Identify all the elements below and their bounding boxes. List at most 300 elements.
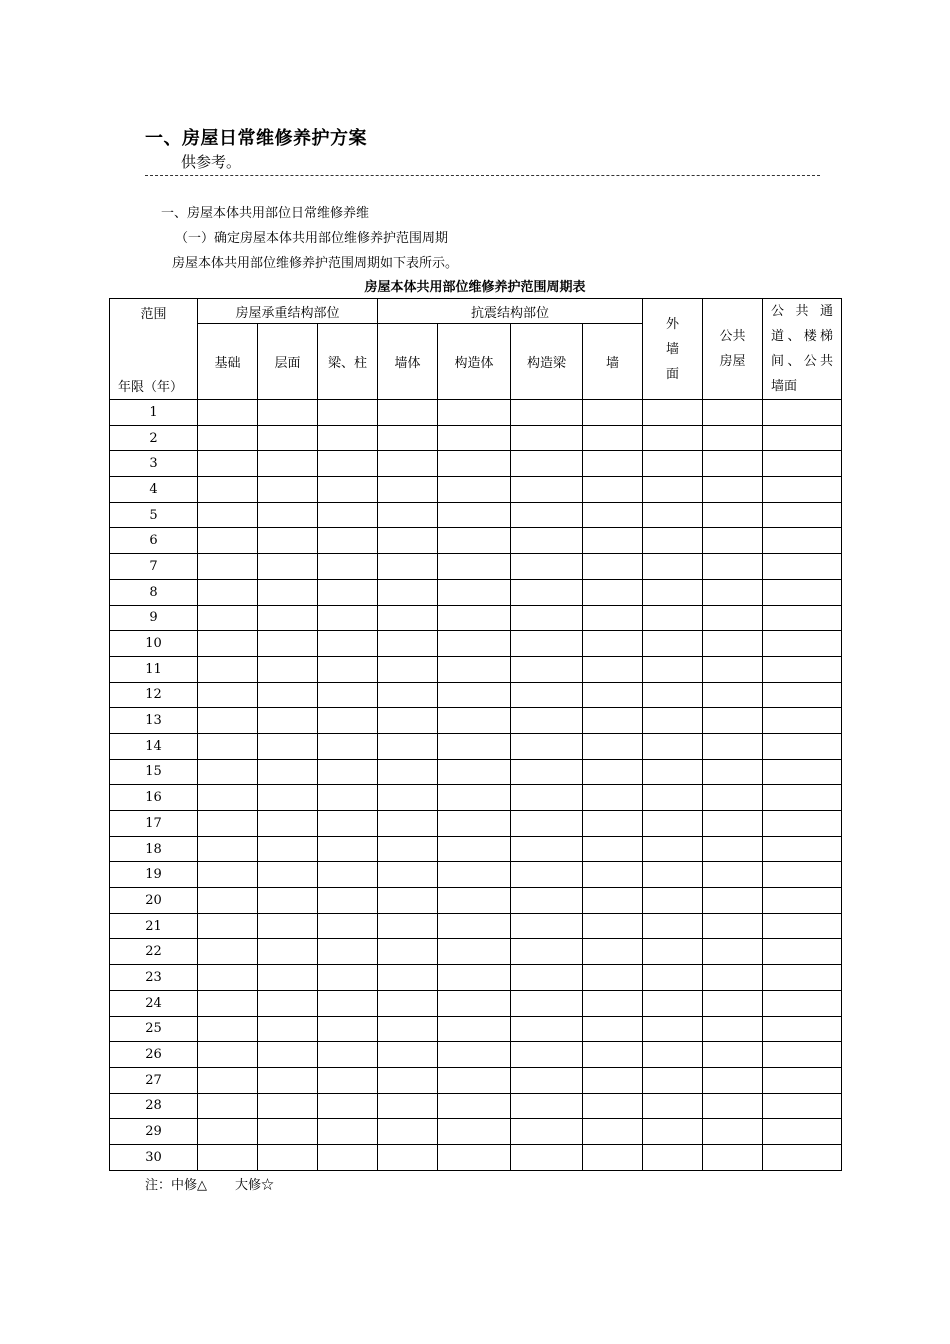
empty-cell [378, 425, 438, 451]
empty-cell [438, 733, 511, 759]
year-cell: 7 [110, 554, 198, 580]
empty-cell [511, 733, 583, 759]
empty-cell [763, 888, 842, 914]
table-row [110, 1016, 842, 1042]
empty-cell [438, 554, 511, 580]
empty-cell [198, 1067, 258, 1093]
table-row [110, 888, 842, 914]
empty-cell [763, 913, 842, 939]
empty-cell [703, 939, 763, 965]
empty-cell [198, 502, 258, 528]
empty-cell [643, 990, 703, 1016]
empty-cell [511, 785, 583, 811]
empty-cell [511, 888, 583, 914]
empty-cell [438, 631, 511, 657]
table-row [110, 862, 842, 888]
empty-cell [318, 990, 378, 1016]
empty-cell [258, 579, 318, 605]
empty-cell [258, 785, 318, 811]
table-row [110, 605, 842, 631]
empty-cell [318, 939, 378, 965]
empty-cell [198, 554, 258, 580]
empty-cell [318, 1119, 378, 1145]
empty-cell [703, 733, 763, 759]
empty-cell [643, 888, 703, 914]
table-row [110, 400, 842, 426]
subheading: 供参考。 [181, 153, 242, 171]
empty-cell [511, 400, 583, 426]
empty-cell [378, 605, 438, 631]
header-wall: 墙 [583, 324, 643, 400]
year-cell: 9 [110, 605, 198, 631]
empty-cell [703, 708, 763, 734]
table-row [110, 477, 842, 503]
header-exterior-wall: 外 墙 面 [643, 299, 703, 400]
empty-cell [583, 1093, 643, 1119]
empty-cell [703, 554, 763, 580]
empty-cell [511, 708, 583, 734]
empty-cell [643, 425, 703, 451]
header-foundation: 基础 [198, 324, 258, 400]
empty-cell [198, 1144, 258, 1170]
empty-cell [258, 682, 318, 708]
note-medium-repair: 注：中修△ [145, 1178, 207, 1193]
empty-cell [511, 811, 583, 837]
empty-cell [198, 656, 258, 682]
header-roof: 层面 [258, 324, 318, 400]
empty-cell [198, 425, 258, 451]
table-row [110, 785, 842, 811]
year-cell: 24 [110, 990, 198, 1016]
empty-cell [703, 990, 763, 1016]
empty-cell [583, 759, 643, 785]
empty-cell [583, 1067, 643, 1093]
empty-cell [378, 1067, 438, 1093]
year-cell: 1 [110, 400, 198, 426]
table-row [110, 656, 842, 682]
empty-cell [438, 836, 511, 862]
empty-cell [378, 502, 438, 528]
empty-cell [511, 990, 583, 1016]
empty-cell [703, 1067, 763, 1093]
empty-cell [198, 1119, 258, 1145]
note-major-repair: 大修☆ [235, 1178, 275, 1193]
table-caption: 房屋本体共用部位维修养护范围周期表 [364, 280, 586, 295]
empty-cell [643, 965, 703, 991]
table-row [110, 1093, 842, 1119]
empty-cell [258, 502, 318, 528]
year-cell: 28 [110, 1093, 198, 1119]
empty-cell [511, 1093, 583, 1119]
empty-cell [511, 579, 583, 605]
paragraph-1: 一、房屋本体共用部位日常维修养维 [161, 206, 370, 221]
empty-cell [643, 759, 703, 785]
empty-cell [198, 1093, 258, 1119]
table-row [110, 1067, 842, 1093]
empty-cell [763, 990, 842, 1016]
empty-cell [438, 400, 511, 426]
paragraph-3: 房屋本体共用部位维修养护范围周期如下表所示。 [172, 256, 459, 271]
empty-cell [378, 811, 438, 837]
empty-cell [438, 785, 511, 811]
empty-cell [438, 477, 511, 503]
year-cell: 22 [110, 939, 198, 965]
header-beam-column: 梁、柱 [318, 324, 378, 400]
year-cell: 29 [110, 1119, 198, 1145]
empty-cell [258, 1093, 318, 1119]
table-row [110, 425, 842, 451]
empty-cell [763, 811, 842, 837]
table-row [110, 990, 842, 1016]
year-cell: 25 [110, 1016, 198, 1042]
empty-cell [378, 888, 438, 914]
empty-cell [763, 477, 842, 503]
empty-cell [258, 939, 318, 965]
empty-cell [378, 1016, 438, 1042]
empty-cell [378, 400, 438, 426]
empty-cell [378, 554, 438, 580]
empty-cell [583, 656, 643, 682]
empty-cell [763, 656, 842, 682]
group-header-load-bearing: 房屋承重结构部位 [198, 299, 378, 324]
empty-cell [198, 811, 258, 837]
empty-cell [378, 1119, 438, 1145]
empty-cell [438, 528, 511, 554]
empty-cell [763, 528, 842, 554]
empty-cell [763, 1042, 842, 1068]
empty-cell [511, 656, 583, 682]
empty-cell [258, 733, 318, 759]
empty-cell [258, 1042, 318, 1068]
empty-cell [198, 836, 258, 862]
empty-cell [643, 631, 703, 657]
year-cell: 5 [110, 502, 198, 528]
empty-cell [703, 1042, 763, 1068]
empty-cell [438, 759, 511, 785]
empty-cell [583, 579, 643, 605]
empty-cell [511, 477, 583, 503]
empty-cell [318, 1144, 378, 1170]
year-cell: 27 [110, 1067, 198, 1093]
empty-cell [763, 733, 842, 759]
empty-cell [763, 1093, 842, 1119]
empty-cell [258, 965, 318, 991]
year-cell: 13 [110, 708, 198, 734]
empty-cell [763, 785, 842, 811]
empty-cell [643, 451, 703, 477]
empty-cell [378, 477, 438, 503]
empty-cell [511, 554, 583, 580]
empty-cell [511, 836, 583, 862]
year-cell: 17 [110, 811, 198, 837]
empty-cell [703, 862, 763, 888]
year-cell: 10 [110, 631, 198, 657]
empty-cell [703, 1119, 763, 1145]
empty-cell [198, 605, 258, 631]
empty-cell [703, 502, 763, 528]
empty-cell [583, 528, 643, 554]
empty-cell [198, 477, 258, 503]
empty-cell [703, 1093, 763, 1119]
empty-cell [643, 477, 703, 503]
empty-cell [198, 785, 258, 811]
empty-cell [643, 1119, 703, 1145]
empty-cell [763, 1067, 842, 1093]
empty-cell [643, 811, 703, 837]
empty-cell [378, 528, 438, 554]
empty-cell [583, 811, 643, 837]
empty-cell [438, 965, 511, 991]
table-note [145, 1174, 274, 1193]
empty-cell [198, 965, 258, 991]
empty-cell [318, 554, 378, 580]
empty-cell [198, 733, 258, 759]
empty-cell [583, 1144, 643, 1170]
empty-cell [378, 913, 438, 939]
year-cell: 11 [110, 656, 198, 682]
empty-cell [438, 862, 511, 888]
empty-cell [318, 656, 378, 682]
empty-cell [583, 939, 643, 965]
empty-cell [703, 605, 763, 631]
empty-cell [703, 631, 763, 657]
empty-cell [583, 605, 643, 631]
dashed-divider [145, 175, 820, 176]
empty-cell [643, 862, 703, 888]
empty-cell [198, 451, 258, 477]
year-cell: 23 [110, 965, 198, 991]
year-cell: 15 [110, 759, 198, 785]
empty-cell [318, 400, 378, 426]
empty-cell [318, 451, 378, 477]
maintenance-cycle-table [109, 298, 842, 1171]
empty-cell [511, 1016, 583, 1042]
year-cell: 20 [110, 888, 198, 914]
empty-cell [643, 682, 703, 708]
empty-cell [583, 785, 643, 811]
empty-cell [378, 939, 438, 965]
empty-cell [583, 1042, 643, 1068]
empty-cell [438, 682, 511, 708]
empty-cell [198, 888, 258, 914]
empty-cell [583, 1119, 643, 1145]
table-row [110, 759, 842, 785]
year-cell: 19 [110, 862, 198, 888]
empty-cell [703, 528, 763, 554]
empty-cell [318, 631, 378, 657]
empty-cell [703, 1144, 763, 1170]
empty-cell [318, 965, 378, 991]
empty-cell [438, 656, 511, 682]
empty-cell [438, 1144, 511, 1170]
year-cell: 14 [110, 733, 198, 759]
empty-cell [703, 477, 763, 503]
empty-cell [318, 811, 378, 837]
empty-cell [583, 836, 643, 862]
table-row [110, 579, 842, 605]
empty-cell [511, 631, 583, 657]
empty-cell [258, 888, 318, 914]
empty-cell [318, 708, 378, 734]
empty-cell [198, 631, 258, 657]
empty-cell [703, 656, 763, 682]
empty-cell [763, 631, 842, 657]
empty-cell [643, 656, 703, 682]
table-row [110, 682, 842, 708]
empty-cell [643, 1067, 703, 1093]
empty-cell [763, 1016, 842, 1042]
empty-cell [378, 1093, 438, 1119]
header-public-rooms: 公共 房屋 [703, 299, 763, 400]
empty-cell [643, 1144, 703, 1170]
empty-cell [763, 425, 842, 451]
empty-cell [583, 733, 643, 759]
empty-cell [763, 708, 842, 734]
empty-cell [511, 451, 583, 477]
empty-cell [703, 579, 763, 605]
empty-cell [198, 862, 258, 888]
empty-cell [703, 451, 763, 477]
empty-cell [318, 888, 378, 914]
empty-cell [258, 1119, 318, 1145]
empty-cell [763, 1119, 842, 1145]
year-cell: 16 [110, 785, 198, 811]
empty-cell [258, 554, 318, 580]
empty-cell [643, 1093, 703, 1119]
empty-cell [258, 631, 318, 657]
empty-cell [318, 733, 378, 759]
empty-cell [511, 528, 583, 554]
empty-cell [258, 1067, 318, 1093]
empty-cell [258, 477, 318, 503]
empty-cell [258, 425, 318, 451]
corner-header-cell [110, 299, 198, 400]
empty-cell [511, 965, 583, 991]
empty-cell [511, 425, 583, 451]
empty-cell [438, 1067, 511, 1093]
empty-cell [378, 785, 438, 811]
empty-cell [378, 990, 438, 1016]
empty-cell [198, 913, 258, 939]
empty-cell [378, 708, 438, 734]
empty-cell [438, 939, 511, 965]
empty-cell [318, 759, 378, 785]
empty-cell [438, 1016, 511, 1042]
empty-cell [378, 656, 438, 682]
empty-cell [703, 888, 763, 914]
header-public-passages: 公 共 通 道、楼梯 间、公共 墙面 [763, 299, 842, 400]
group-header-seismic: 抗震结构部位 [378, 299, 643, 324]
empty-cell [258, 656, 318, 682]
year-cell: 4 [110, 477, 198, 503]
table-row [110, 1042, 842, 1068]
empty-cell [378, 862, 438, 888]
empty-cell [643, 913, 703, 939]
empty-cell [318, 785, 378, 811]
empty-cell [438, 1093, 511, 1119]
empty-cell [318, 502, 378, 528]
empty-cell [511, 1119, 583, 1145]
table-row [110, 1119, 842, 1145]
year-cell: 30 [110, 1144, 198, 1170]
year-cell: 3 [110, 451, 198, 477]
table-row [110, 1144, 842, 1170]
empty-cell [763, 502, 842, 528]
empty-cell [198, 1042, 258, 1068]
year-cell: 6 [110, 528, 198, 554]
empty-cell [583, 913, 643, 939]
empty-cell [258, 862, 318, 888]
empty-cell [763, 400, 842, 426]
empty-cell [198, 759, 258, 785]
empty-cell [378, 759, 438, 785]
empty-cell [318, 605, 378, 631]
year-cell: 2 [110, 425, 198, 451]
empty-cell [511, 913, 583, 939]
empty-cell [378, 965, 438, 991]
empty-cell [438, 502, 511, 528]
empty-cell [318, 528, 378, 554]
empty-cell [703, 836, 763, 862]
empty-cell [378, 579, 438, 605]
empty-cell [198, 939, 258, 965]
table-row [110, 811, 842, 837]
table-row [110, 913, 842, 939]
empty-cell [378, 1042, 438, 1068]
empty-cell [511, 862, 583, 888]
empty-cell [198, 682, 258, 708]
empty-cell [703, 811, 763, 837]
empty-cell [258, 605, 318, 631]
empty-cell [438, 605, 511, 631]
empty-cell [703, 682, 763, 708]
empty-cell [258, 913, 318, 939]
empty-cell [318, 913, 378, 939]
empty-cell [198, 579, 258, 605]
empty-cell [198, 1016, 258, 1042]
empty-cell [378, 682, 438, 708]
empty-cell [763, 605, 842, 631]
empty-cell [763, 862, 842, 888]
corner-range-label: 范围 [140, 306, 167, 322]
empty-cell [703, 1016, 763, 1042]
paragraph-2: （一）确定房屋本体共用部位维修养护范围周期 [175, 231, 449, 246]
empty-cell [763, 554, 842, 580]
empty-cell [703, 913, 763, 939]
empty-cell [643, 502, 703, 528]
empty-cell [583, 451, 643, 477]
year-cell: 8 [110, 579, 198, 605]
empty-cell [583, 682, 643, 708]
empty-cell [318, 1042, 378, 1068]
empty-cell [583, 965, 643, 991]
empty-cell [258, 1016, 318, 1042]
empty-cell [438, 913, 511, 939]
empty-cell [198, 400, 258, 426]
empty-cell [763, 759, 842, 785]
empty-cell [643, 554, 703, 580]
empty-cell [258, 1144, 318, 1170]
empty-cell [643, 939, 703, 965]
empty-cell [643, 1042, 703, 1068]
empty-cell [198, 708, 258, 734]
empty-cell [643, 1016, 703, 1042]
empty-cell [258, 990, 318, 1016]
empty-cell [583, 631, 643, 657]
year-cell: 18 [110, 836, 198, 862]
empty-cell [763, 682, 842, 708]
empty-cell [318, 425, 378, 451]
